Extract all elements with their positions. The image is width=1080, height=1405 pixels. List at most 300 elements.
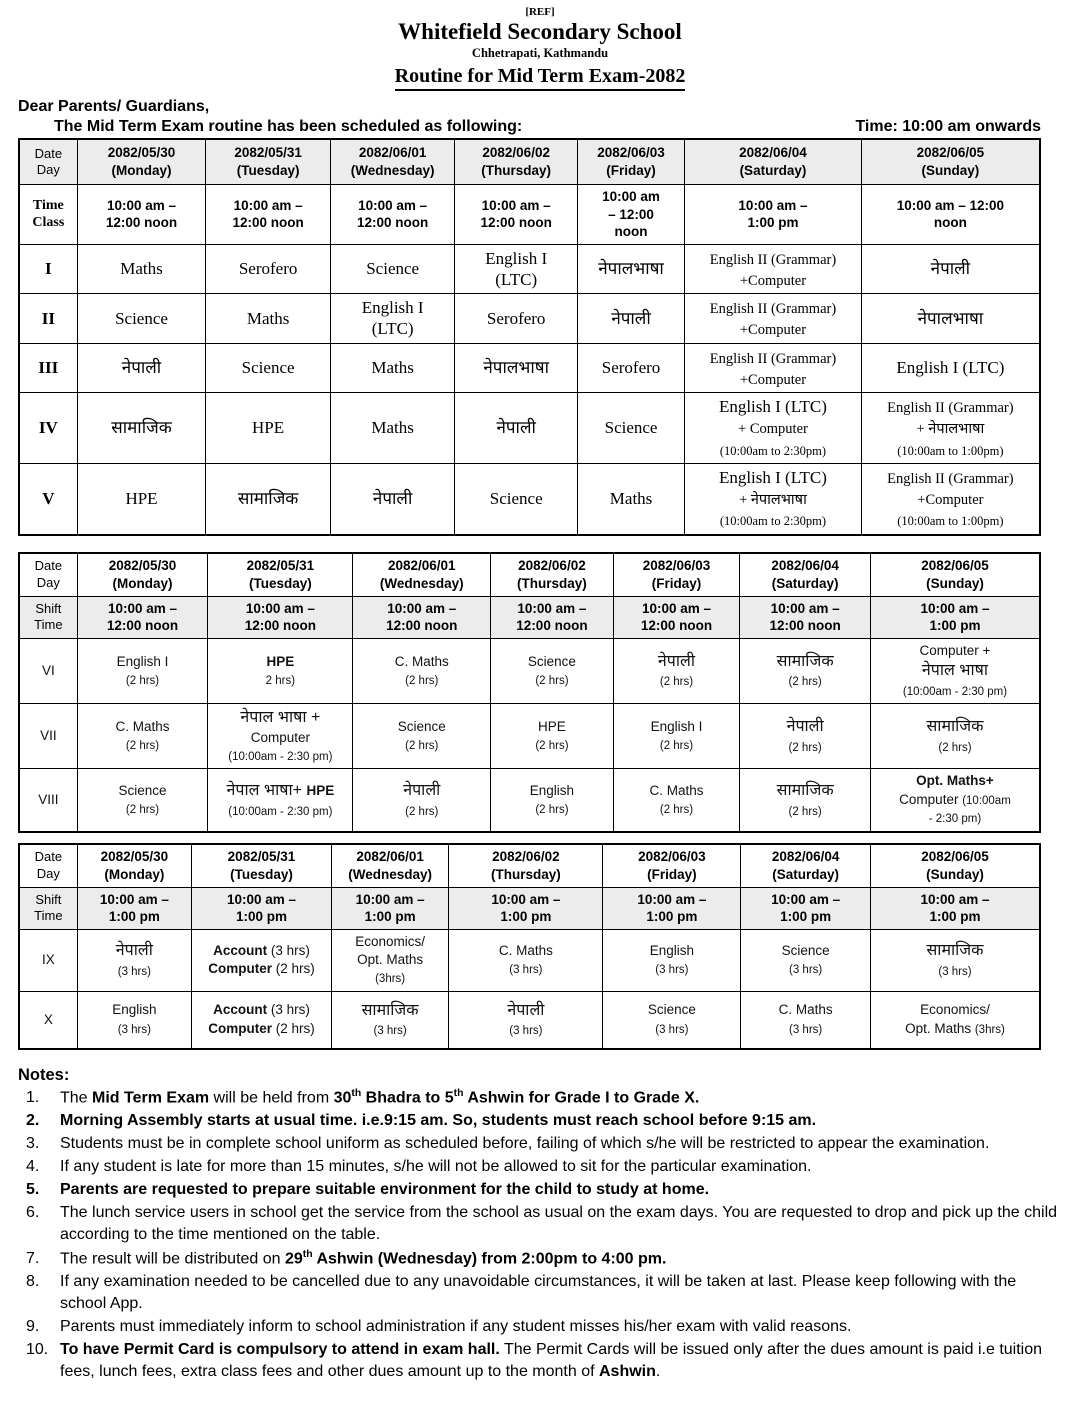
exam-subject-cell — [455, 463, 578, 534]
cell-line — [493, 782, 611, 800]
cell-line — [22, 866, 75, 882]
class-label-cell: I — [19, 244, 77, 294]
text-segment: सामाजिक — [776, 781, 834, 799]
text-segment: नेपाल भाषा — [921, 661, 989, 679]
text-segment: 2082/05/30 — [100, 849, 169, 865]
text-segment: 10:00 am – — [387, 600, 457, 616]
exam-subject-cell — [77, 294, 206, 344]
cell-line — [743, 866, 868, 884]
text-segment: English II (Grammar) — [709, 350, 837, 367]
cell-line — [873, 772, 1037, 790]
note-text — [60, 1087, 1062, 1109]
cell-line — [580, 308, 682, 329]
text-segment: (3 hrs) — [655, 1023, 689, 1036]
text-segment: (2 hrs) — [659, 740, 694, 753]
cell-line — [743, 1020, 868, 1039]
cell-line — [687, 269, 859, 290]
cell-line — [333, 162, 453, 180]
text-segment: (Sunday) — [926, 866, 984, 882]
text-segment: Science — [604, 418, 658, 438]
time-header-cell — [208, 596, 353, 638]
cell-line — [687, 248, 859, 269]
date-header-cell — [206, 139, 331, 185]
exam-subject-cell — [77, 343, 206, 393]
cell-line — [80, 653, 206, 671]
cell-line — [80, 891, 189, 909]
text-segment: 12:00 noon — [516, 618, 588, 634]
text-segment: नेपाली — [611, 308, 651, 328]
class-label-cell: IV — [19, 393, 77, 464]
text-segment: नेपाली — [657, 652, 696, 670]
text-segment: Shift — [35, 600, 62, 616]
cell-line — [194, 848, 329, 866]
text-segment: (3 hrs) — [655, 964, 689, 977]
text-segment: (LTC) — [495, 269, 538, 289]
text-segment: C. Maths — [115, 718, 170, 734]
note-text — [60, 1339, 1062, 1383]
cell-line — [80, 417, 204, 438]
cell-line — [605, 891, 738, 909]
exam-subject-cell — [603, 929, 741, 991]
cell-line — [333, 214, 453, 232]
date-header-cell — [861, 139, 1040, 185]
cell-line — [873, 940, 1037, 962]
text-segment: 12:00 noon — [105, 215, 178, 231]
cell-line — [873, 642, 1037, 660]
text-segment: 10:00 am – — [481, 197, 551, 213]
cell-line — [687, 467, 859, 488]
text-segment: नेपाली — [115, 942, 153, 960]
text-segment: th — [351, 1087, 362, 1099]
date-day-corner-cell — [19, 553, 77, 597]
cell-line — [580, 357, 682, 378]
text-segment: . — [655, 1363, 661, 1381]
cell-line — [210, 747, 350, 766]
cell-line — [457, 162, 575, 180]
exam-subject-cell — [491, 638, 614, 703]
text-segment: (10:00am - 2:30 pm) — [902, 685, 1008, 698]
cell-line — [742, 600, 868, 618]
text-segment: English I (LTC) — [896, 358, 1005, 378]
exam-subject-cell — [330, 463, 455, 534]
cell-line — [873, 848, 1037, 866]
text-segment: Science — [118, 782, 167, 798]
cell-line — [334, 951, 446, 969]
cell-line — [616, 557, 738, 575]
exam-subject-cell — [870, 929, 1040, 991]
cell-line — [194, 891, 329, 909]
text-segment: English I — [485, 248, 548, 268]
exam-subject-cell — [870, 991, 1040, 1049]
cell-line — [355, 802, 488, 821]
text-segment: 12:00 noon — [386, 618, 458, 634]
note-item — [18, 1110, 1062, 1132]
text-segment: (Sunday) — [921, 163, 980, 178]
exam-subject-cell — [577, 294, 684, 344]
text-segment: 2082/05/31 — [227, 849, 296, 865]
cell-line — [457, 357, 575, 378]
text-segment: (2 hrs) — [535, 674, 569, 687]
time-header-cell — [206, 185, 331, 245]
text-segment: Serofero — [486, 308, 546, 328]
text-segment: th — [453, 1087, 464, 1099]
text-segment: Science — [781, 942, 830, 958]
cell-line — [873, 809, 1037, 828]
cell-line — [355, 617, 488, 635]
cell-line — [451, 908, 600, 926]
date-header-cell — [491, 553, 614, 597]
text-segment: (Tuesday) — [248, 575, 312, 591]
cell-line — [451, 942, 600, 960]
cell-line — [616, 651, 738, 673]
text-segment: Computer — [899, 791, 963, 807]
cell-line — [333, 297, 453, 318]
text-segment: Day — [36, 162, 60, 177]
exam-subject-cell — [741, 929, 871, 991]
date-header-cell — [870, 844, 1040, 888]
cell-line — [873, 791, 1037, 810]
time-header-cell — [331, 887, 448, 929]
text-segment: (10:00am - 2:30 pm) — [228, 805, 333, 818]
class-label-cell: II — [19, 294, 77, 344]
text-segment: (2 hrs) — [659, 803, 694, 816]
exam-subject-cell — [577, 244, 684, 294]
cell-line — [333, 197, 453, 215]
cell-line — [80, 908, 189, 926]
cell-line — [687, 439, 859, 460]
note-number: 9. — [26, 1318, 40, 1336]
date-header-cell — [77, 553, 208, 597]
exam-subject-cell — [740, 704, 871, 769]
cell-line — [22, 892, 75, 908]
class-label-cell: III — [19, 343, 77, 393]
text-segment: नेपालभाषा — [483, 358, 549, 378]
text-segment: The result will be distributed on — [60, 1249, 285, 1267]
text-segment: 2082/05/30 — [107, 145, 176, 161]
cell-line — [742, 738, 868, 757]
exam-subject-cell — [870, 769, 1040, 832]
text-segment: 29 — [285, 1249, 303, 1267]
cell-line — [208, 488, 328, 509]
cell-line — [80, 848, 189, 866]
text-segment: नेपाल भाषा + — [240, 709, 321, 727]
cell-line — [864, 488, 1037, 509]
text-segment: (2 hrs) — [788, 741, 822, 754]
class-label-cell: VIII — [19, 769, 77, 832]
text-segment: C. Maths — [498, 942, 553, 958]
shift-time-corner-cell — [19, 185, 77, 245]
text-segment: (3 hrs) — [509, 964, 543, 977]
cell-line — [742, 672, 868, 691]
cell-line — [687, 396, 859, 417]
cell-line — [873, 891, 1037, 909]
text-segment: Science — [527, 653, 576, 669]
cell-line — [457, 197, 575, 215]
text-segment: 10:00 am – — [245, 600, 315, 616]
text-segment: 2082/05/31 — [234, 145, 302, 161]
exam-subject-cell — [206, 393, 331, 464]
text-segment: English I — [116, 653, 169, 669]
exam-subject-cell — [613, 638, 740, 703]
text-segment: HPE — [252, 418, 285, 438]
cell-line — [334, 1021, 446, 1040]
cell-line — [80, 214, 204, 232]
cell-line — [743, 891, 868, 909]
cell-line — [80, 258, 204, 279]
cell-line — [355, 671, 488, 690]
exam-subject-cell — [685, 393, 862, 464]
cell-line — [210, 557, 350, 575]
exam-subject-cell — [331, 991, 448, 1049]
text-segment: 10:00 am – — [771, 891, 841, 907]
cell-line — [210, 600, 350, 618]
exam-subject-cell — [77, 393, 206, 464]
cell-line — [616, 672, 738, 691]
note-text — [60, 1110, 1062, 1132]
text-segment: Time — [34, 617, 63, 633]
note-number: 8. — [26, 1272, 40, 1290]
text-segment: English I — [650, 718, 703, 734]
text-segment: Computer + — [919, 642, 991, 658]
exam-subject-cell — [577, 463, 684, 534]
note-text — [60, 1202, 1062, 1246]
text-segment: (10:00am to 1:00pm) — [897, 443, 1004, 458]
text-segment: +Computer — [739, 322, 807, 339]
cell-line — [457, 488, 575, 509]
cell-line — [457, 269, 575, 290]
text-segment: 10:00 am – — [358, 197, 428, 213]
cell-line — [22, 214, 75, 232]
cell-line — [334, 908, 446, 926]
note-text — [60, 1156, 1062, 1178]
text-segment: 12:00 noon — [357, 215, 429, 231]
text-segment: 10:00 am – — [106, 197, 177, 213]
cell-line — [334, 866, 446, 884]
text-segment: Day — [36, 865, 60, 881]
cell-line — [873, 1020, 1037, 1039]
cell-line — [80, 718, 206, 736]
date-header-cell — [449, 844, 603, 888]
time-header-cell — [613, 596, 740, 638]
cell-line — [80, 575, 206, 593]
date-day-corner-cell — [19, 139, 77, 185]
text-segment: English II (Grammar) — [887, 470, 1014, 487]
cell-line — [873, 1001, 1037, 1019]
text-segment: Mid Term Exam — [92, 1089, 210, 1107]
note-number: 6. — [26, 1204, 40, 1222]
text-segment: नेपाली — [403, 781, 441, 799]
note-text — [60, 1316, 1062, 1338]
cell-line — [208, 214, 328, 232]
note-text — [60, 1133, 1062, 1155]
cell-line — [80, 1020, 189, 1039]
exam-subject-cell — [353, 704, 491, 769]
text-segment: 12:00 noon — [640, 618, 713, 634]
text-segment: सामाजिक — [111, 418, 172, 438]
cell-line — [687, 144, 859, 162]
text-segment: Time — [34, 908, 63, 924]
cell-line — [451, 1000, 600, 1022]
text-segment: Date — [34, 145, 63, 161]
date-day-corner-cell — [19, 844, 77, 888]
date-header-cell — [77, 844, 191, 888]
text-segment: नेपाली — [372, 489, 413, 509]
text-segment: (Tuesday) — [230, 866, 293, 882]
exam-subject-cell — [77, 638, 208, 703]
cell-line — [210, 671, 350, 690]
cell-line — [742, 716, 868, 738]
time-header-cell — [192, 887, 332, 929]
text-segment: 2082/06/04 — [739, 145, 807, 161]
cell-line — [864, 308, 1037, 329]
cell-line — [194, 1001, 329, 1019]
text-segment: Maths — [246, 308, 290, 328]
text-segment: (Thursday) — [491, 866, 561, 882]
time-header-cell — [330, 185, 455, 245]
text-segment: सामाजिक — [926, 718, 984, 736]
text-segment: English II (Grammar) — [887, 400, 1014, 417]
exam-subject-cell — [206, 343, 331, 393]
text-segment: Ashwin — [599, 1363, 656, 1381]
cell-line — [605, 1020, 738, 1039]
cell-line — [210, 653, 350, 671]
text-segment: 1:00 pm — [235, 909, 287, 925]
exam-subject-cell — [870, 704, 1040, 769]
cell-line — [616, 736, 738, 755]
text-segment: Science — [647, 1002, 696, 1018]
text-segment: सामाजिक — [776, 652, 834, 670]
exam-subject-cell — [206, 294, 331, 344]
text-segment: (2 hrs) — [938, 741, 972, 754]
date-header-cell — [685, 139, 862, 185]
text-segment: 2082/06/03 — [642, 558, 711, 574]
cell-line — [687, 347, 859, 368]
text-segment: 10:00 am – — [355, 891, 425, 907]
text-segment: 2082/06/04 — [771, 849, 840, 865]
cell-line — [493, 617, 611, 635]
cell-line — [22, 558, 75, 574]
cell-line — [687, 488, 859, 509]
text-segment: 12:00 noon — [106, 618, 179, 634]
text-segment: + Computer — [738, 421, 808, 438]
cell-line — [873, 557, 1037, 575]
cell-line — [864, 258, 1037, 279]
text-segment: सामाजिक — [361, 1001, 419, 1019]
text-segment: - 2:30 pm) — [928, 813, 982, 826]
text-segment: 2082/05/30 — [108, 558, 177, 574]
text-segment: 2082/06/04 — [771, 558, 839, 574]
class-label-cell: VI — [19, 638, 77, 703]
exam-subject-cell — [740, 638, 871, 703]
cell-line — [80, 940, 189, 962]
text-segment: will be held from — [209, 1089, 334, 1107]
cell-line — [333, 417, 453, 438]
text-segment: (3hrs) — [375, 973, 406, 986]
note-number: 7. — [26, 1249, 40, 1267]
exam-subject-cell — [353, 769, 491, 832]
cell-line — [864, 144, 1037, 162]
date-header-cell — [208, 553, 353, 597]
cell-line — [873, 866, 1037, 884]
cell-line — [208, 417, 328, 438]
text-segment: Maths — [371, 418, 414, 438]
cell-line — [80, 600, 206, 618]
text-segment: English — [529, 782, 575, 798]
exam-subject-cell — [685, 343, 862, 393]
text-segment: Serofero — [601, 358, 661, 378]
text-segment: 10:00 am – 12:00 — [896, 197, 1005, 213]
exam-subject-cell — [861, 463, 1040, 534]
text-segment: 1:00 pm — [780, 909, 832, 925]
document-title: Routine for Mid Term Exam-2082 — [395, 65, 686, 91]
date-header-cell — [740, 553, 871, 597]
text-segment: 10:00 am – — [641, 600, 712, 616]
note-item — [18, 1202, 1062, 1246]
exam-subject-cell — [206, 244, 331, 294]
text-segment: सामाजिक — [926, 942, 984, 960]
text-segment: (3 hrs) — [117, 965, 151, 978]
cell-line — [864, 439, 1037, 460]
cell-line — [743, 848, 868, 866]
text-segment: (2 hrs) — [659, 676, 694, 689]
cell-line — [80, 197, 204, 215]
text-segment: + नेपालभाषा — [916, 421, 985, 438]
text-segment: (3 hrs) — [270, 1002, 310, 1018]
exam-subject-cell — [870, 638, 1040, 703]
exam-subject-cell — [455, 244, 578, 294]
cell-line — [22, 601, 75, 617]
document-title-wrap — [0, 65, 1080, 91]
text-segment: (LTC) — [371, 319, 414, 339]
school-address: Chhetrapati, Kathmandu — [471, 46, 609, 60]
text-segment: 1:00 pm — [108, 909, 160, 925]
class-label-cell: IX — [19, 929, 77, 991]
notes-list — [18, 1087, 1062, 1384]
cell-line — [687, 297, 859, 318]
cell-line — [580, 223, 682, 241]
text-segment: 2082/06/05 — [921, 849, 989, 865]
text-segment: 1:00 pm — [646, 909, 698, 925]
text-segment: नेपाली — [930, 259, 971, 279]
note-number: 4. — [26, 1158, 40, 1176]
text-segment: Economics/ — [355, 933, 425, 949]
text-segment: noon — [614, 224, 648, 240]
text-segment: If any examination needed to be cancelled due to any unavoidable circumstances, it will be taken at last. Please keep following with the school App. — [60, 1272, 1017, 1313]
cell-line — [873, 660, 1037, 682]
cell-line — [210, 729, 350, 747]
text-segment: (Saturday) — [739, 163, 807, 178]
cell-line — [22, 162, 75, 178]
cell-line — [80, 308, 204, 329]
text-segment: Opt. Maths — [905, 1020, 975, 1036]
text-segment: (10:00am to 2:30pm) — [719, 443, 827, 458]
text-segment: (Monday) — [104, 866, 165, 882]
text-segment: 2082/06/02 — [518, 558, 586, 574]
cell-line — [687, 368, 859, 389]
text-segment: 1:00 pm — [500, 909, 552, 925]
text-segment: Serofero — [238, 259, 298, 279]
intro-text: The Mid Term Exam routine has been scheduled as following: — [54, 118, 523, 135]
text-segment: 1:00 pm — [747, 215, 799, 231]
text-segment: 2082/06/01 — [356, 849, 424, 865]
cell-line — [616, 782, 738, 800]
text-segment: (2 hrs) — [405, 674, 439, 687]
cell-line — [210, 707, 350, 729]
cell-line — [355, 575, 488, 593]
cell-line — [742, 575, 868, 593]
cell-line — [80, 144, 204, 162]
cell-line — [493, 600, 611, 618]
